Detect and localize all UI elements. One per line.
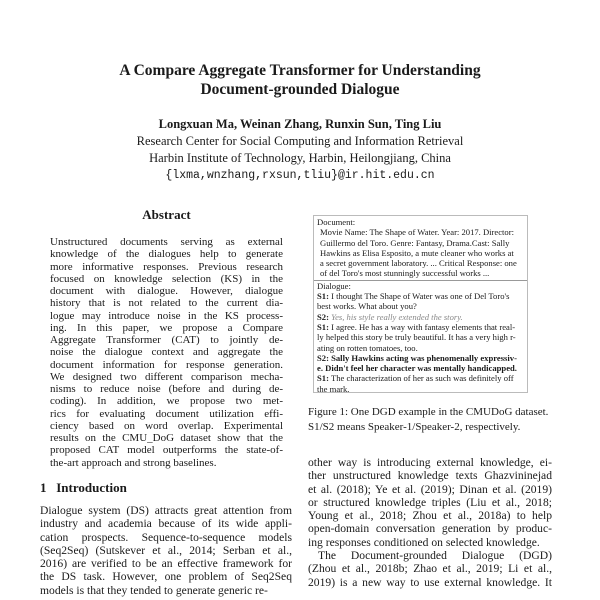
text-line: The Document-grounded Dialogue (DGD) <box>318 549 552 563</box>
turn-line <box>317 373 524 383</box>
turn-line <box>317 343 524 353</box>
turn-text: Sally Hawkins acting was phenomenally expressiv- <box>331 352 517 363</box>
text-line: industry and academia because of its wide appli- <box>40 517 292 531</box>
title-line: Document-grounded Dialogue <box>200 81 400 98</box>
text-line: cation prospects. Sequence-to-sequence models <box>40 530 292 544</box>
introduction-body <box>40 504 292 597</box>
dialogue-turn <box>317 353 524 374</box>
turn-text: ly helped this story be truly beautiful. It has a very high r- <box>317 332 516 343</box>
turn-line <box>317 291 524 301</box>
author-email: {lxma,wnzhang,rxsun,tliu}@ir.hit.edu.cn <box>165 169 435 182</box>
author-names: Longxuan Ma, Weinan Zhang, Runxin Sun, Ting Liu <box>158 117 442 131</box>
text-line: 2019) is a new way to use external knowledge. It <box>308 575 552 589</box>
speaker-label: S2: <box>317 352 329 363</box>
document-line: Guillermo del Toro. Genre: Fantasy, Drama.Cast: Sally <box>320 237 510 248</box>
dialogue-turn <box>317 291 524 312</box>
text-line: knowledge of the dialogues help to generate <box>50 248 283 261</box>
document-text <box>317 227 524 278</box>
dialogue-label: Dialogue: <box>317 280 351 291</box>
author-block <box>0 116 600 184</box>
dialogue-turn <box>317 322 524 353</box>
speaker-label: S1: <box>317 291 329 302</box>
paper-title <box>0 61 600 99</box>
turn-line <box>317 312 524 322</box>
text-line: nisms to reduce noise (before and during de- <box>50 383 283 395</box>
text-line: noise the dialogue context and aggregate the <box>50 346 283 359</box>
dialogue-turn <box>317 312 524 322</box>
document-line: Movie Name: The Shape of Water. Year: 2017. Director: <box>320 227 514 238</box>
text-line: (Seq2Seq) (Sutskever et al., 2014; Serban et al., <box>40 543 292 557</box>
text-line: models is that they tended to generate generic re- <box>40 583 268 597</box>
turn-text: the mark. <box>317 383 350 394</box>
text-line: results on the CMU_DoG dataset show that the <box>50 432 283 444</box>
right-column-body <box>308 456 552 589</box>
text-line: Dialogue system (DS) attracts great attention from <box>40 504 292 517</box>
document-line: a secret government laboratory. ... Critical Response: one <box>320 258 517 269</box>
turn-line <box>317 332 524 342</box>
abstract-body <box>50 236 283 469</box>
turn-text: ating on rotten tomatoes, too. <box>317 342 418 353</box>
caption-line: S1/S2 means Speaker-1/Speaker-2, respectively. <box>308 421 521 433</box>
document-line: of del Toro's most stunningly successful works ... <box>320 268 490 279</box>
abstract-heading: Abstract <box>142 207 191 222</box>
text-line: focused on knowledge selection (KS) in the <box>50 272 283 285</box>
text-line: ing. In this paper, we propose a Compare <box>50 321 283 334</box>
dialogue-turns <box>317 291 524 394</box>
title-line: A Compare Aggregate Transformer for Understanding <box>119 62 481 79</box>
text-line: open-domain conversation generation by produc- <box>308 522 552 536</box>
text-line: ciency based on word overlap. Experimental <box>50 419 283 432</box>
text-line: history that is not related to the current dia- <box>50 297 283 310</box>
text-line: logue may introduce noise in the KS process- <box>50 309 283 322</box>
turn-text: I thought The Shape of Water was one of Del Toro's <box>331 291 510 302</box>
affiliation: Research Center for Social Computing and Information Retrieval <box>136 134 464 148</box>
text-line: the DS task. However, one problem of Seq2Seq <box>40 570 292 584</box>
turn-text: I agree. He has a way with fantasy elements that real- <box>331 321 516 332</box>
text-line: the-art approach and strong baselines. <box>50 456 217 469</box>
turn-line <box>317 353 524 363</box>
text-line: 2016) are verified to be an effective framework for <box>40 557 292 571</box>
text-line: ing responses conditioned on selected knowledge. <box>308 535 540 549</box>
text-line: Young et al., 2018; Zhou et al., 2018a) to help <box>308 509 552 523</box>
turn-line <box>317 301 524 311</box>
affiliation: Harbin Institute of Technology, Harbin, Heilongjiang, China <box>149 151 451 165</box>
text-line: We designed two different comparison mecha- <box>50 370 283 383</box>
text-line: rics for evaluating document utilization effi- <box>50 407 283 420</box>
turn-text: best works. What about you? <box>317 301 417 312</box>
speaker-label: S1: <box>317 373 329 384</box>
turn-text: The characterization of her as such was definitely off <box>330 373 514 384</box>
text-line: more informative responses. Previous research <box>50 260 283 273</box>
text-line: document with dialogue. However, dialogue <box>50 285 283 297</box>
dialogue-turn <box>317 373 524 394</box>
turn-line <box>317 384 524 394</box>
text-line: ther unstructured knowledge texts Ghazvininejad <box>308 469 552 483</box>
text-line: coding). In addition, we propose two met- <box>50 395 283 408</box>
turn-text: e. Didn't feel her character was mentally handicapped. <box>317 363 517 374</box>
turn-line <box>317 322 524 332</box>
speaker-label: S1: <box>317 321 329 332</box>
introduction-heading: 1 Introduction <box>40 480 127 495</box>
turn-text: Yes, his style really extended the story. <box>331 311 463 322</box>
text-line: (Zhou et al., 2018b; Zhao et al., 2019; Li et al., <box>308 562 552 576</box>
text-line: or structured knowledge triples (Liu et al., 2018; <box>308 495 552 509</box>
text-line: proposed CAT model outperforms the state-of- <box>50 444 283 457</box>
document-line: Hawkins as Elisa Esposito, a mute cleaner who works at <box>320 247 514 258</box>
turn-line <box>317 363 524 373</box>
text-line: Aggregate Transformer (CAT) to jointly de- <box>50 334 283 346</box>
caption-line: Figure 1: One DGD example in the CMUDoG dataset. <box>308 406 549 418</box>
figure-caption <box>308 405 552 435</box>
speaker-label: S2: <box>317 311 329 322</box>
text-line: document information for response generation. <box>50 358 283 371</box>
document-label: Document: <box>317 217 356 227</box>
text-line: et al. (2018); Ye et al. (2019); Dinan et al. (2019) <box>308 482 552 496</box>
text-line: Unstructured documents serving as external <box>50 236 283 248</box>
figure-1-example-box <box>313 215 528 393</box>
text-line: other way is introducing external knowledge, ei- <box>308 456 552 469</box>
